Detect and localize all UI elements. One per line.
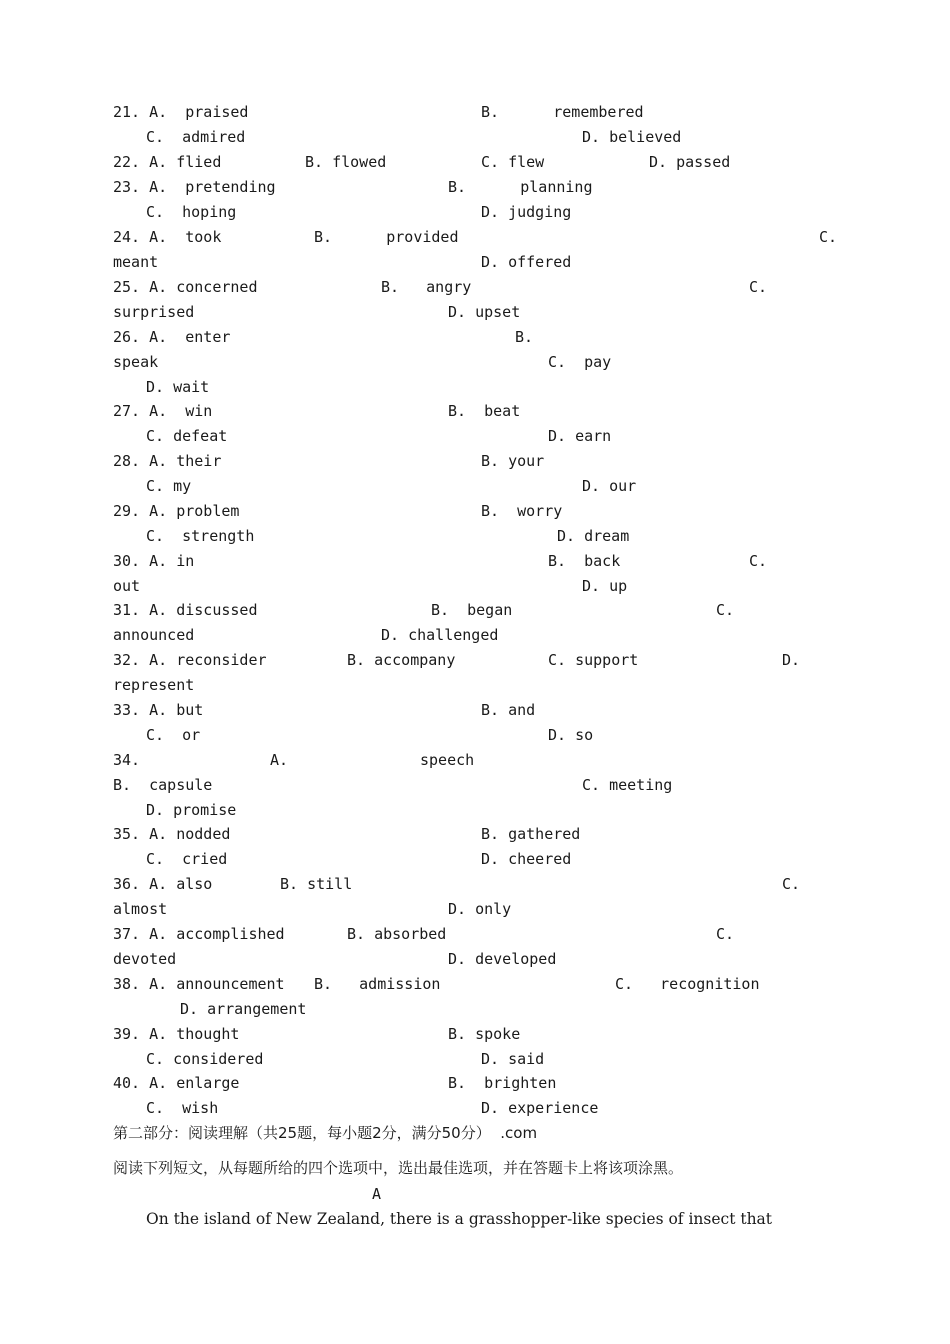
q34-number: 34. [113, 751, 141, 769]
q22-option-a: 22. A. flied [113, 153, 222, 171]
q22-option-c: C. flew [481, 153, 545, 171]
q31-option-d: D. challenged [381, 626, 499, 644]
q29-option-a: 29. A. problem [113, 502, 240, 520]
q34-option-a-label: A. [270, 751, 289, 769]
q26-option-c: C. pay [548, 353, 612, 371]
q31-option-c-text: announced [113, 626, 195, 644]
q21-option-d: D. believed [582, 128, 682, 146]
q34-option-d: D. promise [146, 801, 237, 819]
q35-option-d: D. cheered [481, 850, 572, 868]
q36-option-c-label: C. [782, 875, 801, 893]
q30-option-c-text: out [113, 577, 141, 595]
q22-option-d: D. passed [649, 153, 731, 171]
q38-option-a: 38. A. announcement [113, 975, 285, 993]
q28-option-b: B. your [481, 452, 545, 470]
q29-option-d: D. dream [557, 527, 630, 545]
q32-option-a: 32. A. reconsider [113, 651, 267, 669]
q24-option-c-label: C. [819, 228, 838, 246]
q36-option-c-text: almost [113, 900, 168, 918]
q23-option-d: D. judging [481, 203, 572, 221]
section-heading-reading: 第二部分：阅读理解（共25题，每小题2分，满分50分） .com [113, 1124, 538, 1142]
q32-option-b: B. accompany [347, 651, 456, 669]
q27-option-a: 27. A. win [113, 402, 213, 420]
q31-option-a: 31. A. discussed [113, 601, 258, 619]
q29-option-c: C. strength [146, 527, 255, 545]
q40-option-b: B. brighten [448, 1074, 557, 1092]
q28-option-c: C. my [146, 477, 192, 495]
q40-option-a: 40. A. enlarge [113, 1074, 240, 1092]
q34-option-b: B. capsule [113, 776, 213, 794]
q25-option-a: 25. A. concerned [113, 278, 258, 296]
passage-first-line: On the island of New Zealand, there is a grasshopper-like species of insect that [146, 1210, 773, 1228]
q33-option-d: D. so [548, 726, 594, 744]
q38-option-c: C. recognition [615, 975, 760, 993]
q37-option-c-label: C. [716, 925, 735, 943]
q37-option-a: 37. A. accomplished [113, 925, 285, 943]
q26-option-b-label: B. [515, 328, 534, 346]
q31-option-b: B. began [431, 601, 513, 619]
q25-option-d: D. upset [448, 303, 521, 321]
q23-option-b: B. planning [448, 178, 593, 196]
q28-option-a: 28. A. their [113, 452, 222, 470]
q27-option-b: B. beat [448, 402, 521, 420]
q26-option-d: D. wait [146, 378, 210, 396]
q26-option-b-text: speak [113, 353, 159, 371]
q25-option-b: B. angry [381, 278, 472, 296]
q39-option-a: 39. A. thought [113, 1025, 240, 1043]
q40-option-d: D. experience [481, 1099, 599, 1117]
q29-option-b: B. worry [481, 502, 563, 520]
q30-option-b: B. back [548, 552, 621, 570]
q34-option-a-text: speech [420, 751, 475, 769]
q40-option-c: C. wish [146, 1099, 219, 1117]
q38-option-b: B. admission [314, 975, 441, 993]
q37-option-b: B. absorbed [347, 925, 447, 943]
q31-option-c-label: C. [716, 601, 735, 619]
q21-option-b: B. remembered [481, 103, 644, 121]
q36-option-d: D. only [448, 900, 512, 918]
q32-option-c: C. support [548, 651, 639, 669]
q33-option-a: 33. A. but [113, 701, 204, 719]
q26-option-a: 26. A. enter [113, 328, 231, 346]
q24-option-c-text: meant [113, 253, 159, 271]
q27-option-d: D. earn [548, 427, 612, 445]
passage-label-a: A [372, 1185, 382, 1203]
q21-option-a: 21. A. praised [113, 103, 249, 121]
q37-option-d: D. developed [448, 950, 557, 968]
q25-option-c-label: C. [749, 278, 768, 296]
q32-option-d-label: D. [782, 651, 801, 669]
q37-option-c-text: devoted [113, 950, 177, 968]
q27-option-c: C. defeat [146, 427, 228, 445]
q23-option-a: 23. A. pretending [113, 178, 276, 196]
q28-option-d: D. our [582, 477, 637, 495]
q22-option-b: B. flowed [305, 153, 387, 171]
q33-option-c: C. or [146, 726, 201, 744]
q24-option-a: 24. A. took [113, 228, 222, 246]
q24-option-d: D. offered [481, 253, 572, 271]
q36-option-b: B. still [280, 875, 353, 893]
q21-option-c: C. admired [146, 128, 246, 146]
q30-option-a: 30. A. in [113, 552, 195, 570]
q23-option-c: C. hoping [146, 203, 237, 221]
q39-option-c: C. considered [146, 1050, 264, 1068]
q32-option-d-text: represent [113, 676, 195, 694]
q24-option-b: B. provided [314, 228, 459, 246]
q30-option-d: D. up [582, 577, 628, 595]
section-instructions: 阅读下列短文，从每题所给的四个选项中，选出最佳选项，并在答题卡上将该项涂黑。 [113, 1159, 684, 1177]
q30-option-c-label: C. [749, 552, 768, 570]
q33-option-b: B. and [481, 701, 536, 719]
q39-option-b: B. spoke [448, 1025, 521, 1043]
q35-option-b: B. gathered [481, 825, 581, 843]
q36-option-a: 36. A. also [113, 875, 213, 893]
q35-option-c: C. cried [146, 850, 228, 868]
q34-option-c: C. meeting [582, 776, 673, 794]
q39-option-d: D. said [481, 1050, 545, 1068]
q35-option-a: 35. A. nodded [113, 825, 231, 843]
q25-option-c-text: surprised [113, 303, 195, 321]
q38-option-d: D. arrangement [180, 1000, 307, 1018]
